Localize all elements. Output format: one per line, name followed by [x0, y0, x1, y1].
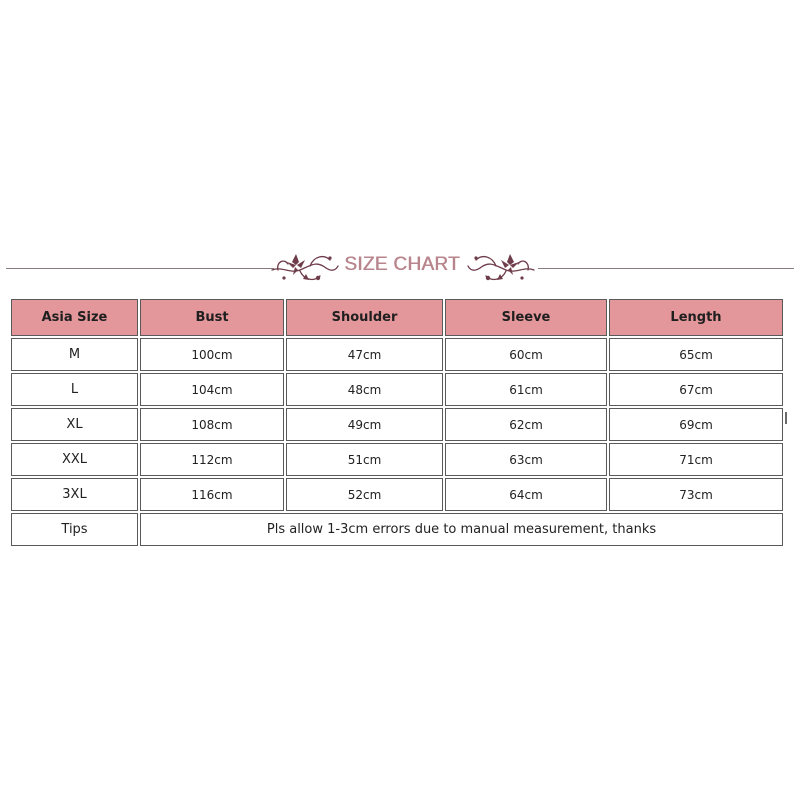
table-row [11, 478, 783, 511]
tips-row [11, 513, 783, 546]
bust-cell: 116cm [140, 478, 284, 511]
header-divider-right [538, 268, 794, 269]
length-cell: 71cm [609, 443, 783, 476]
size-table [9, 297, 785, 548]
table-row [11, 408, 783, 441]
size-chart-header [0, 238, 800, 294]
column-header-bust: Bust [140, 299, 284, 336]
length-cell: 65cm [609, 338, 783, 371]
length-cell: 73cm [609, 478, 783, 511]
table-row [11, 338, 783, 371]
bust-cell: 112cm [140, 443, 284, 476]
bust-cell: 108cm [140, 408, 284, 441]
edge-artifact [785, 412, 787, 424]
shoulder-cell: 49cm [286, 408, 443, 441]
size-cell: M [11, 338, 138, 371]
sleeve-cell: 60cm [445, 338, 607, 371]
size-cell: XXL [11, 443, 138, 476]
column-header-length: Length [609, 299, 783, 336]
shoulder-cell: 48cm [286, 373, 443, 406]
floral-ornament-left-icon [270, 244, 340, 292]
shoulder-cell: 52cm [286, 478, 443, 511]
bust-cell: 104cm [140, 373, 284, 406]
floral-ornament-right-icon [466, 244, 536, 292]
size-chart-title: SIZE CHART [344, 254, 460, 275]
size-cell: XL [11, 408, 138, 441]
shoulder-cell: 47cm [286, 338, 443, 371]
shoulder-cell: 51cm [286, 443, 443, 476]
size-cell: 3XL [11, 478, 138, 511]
bust-cell: 100cm [140, 338, 284, 371]
tips-text: Pls allow 1-3cm errors due to manual measurement, thanks [140, 513, 783, 546]
table-row [11, 373, 783, 406]
header-divider-left [6, 268, 274, 269]
column-header-shoulder: Shoulder [286, 299, 443, 336]
size-cell: L [11, 373, 138, 406]
sleeve-cell: 63cm [445, 443, 607, 476]
table-row [11, 443, 783, 476]
sleeve-cell: 61cm [445, 373, 607, 406]
column-header-sleeve: Sleeve [445, 299, 607, 336]
tips-label: Tips [11, 513, 138, 546]
sleeve-cell: 62cm [445, 408, 607, 441]
sleeve-cell: 64cm [445, 478, 607, 511]
table-header-row [11, 299, 783, 336]
length-cell: 69cm [609, 408, 783, 441]
length-cell: 67cm [609, 373, 783, 406]
column-header-asia-size: Asia Size [11, 299, 138, 336]
